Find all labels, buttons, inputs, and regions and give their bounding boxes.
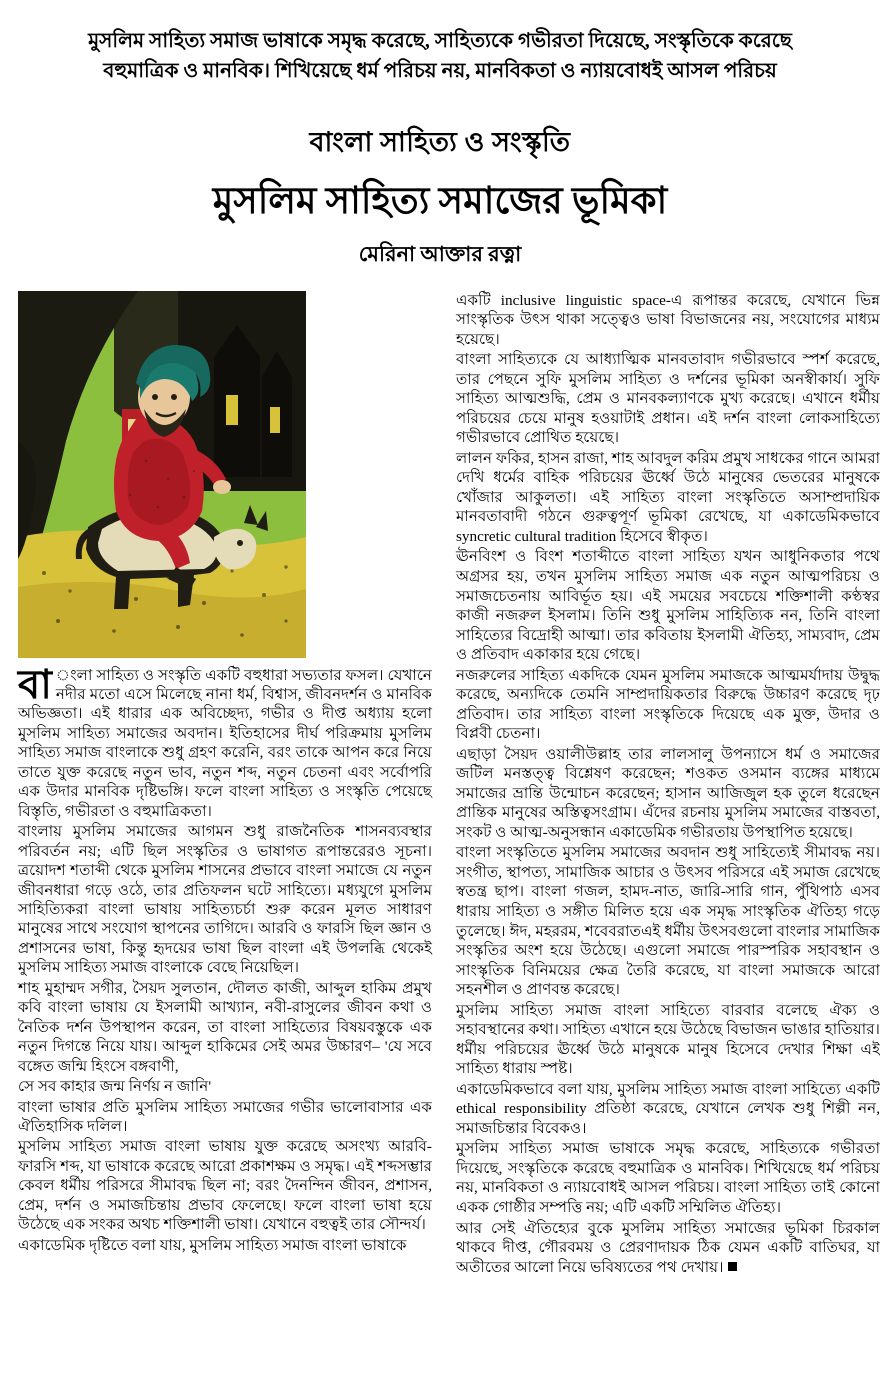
paragraph: বাংলা সংস্কৃতিতে মুসলিম সমাজের অবদান শুধু সাহিত্যেই সীমাবদ্ধ নয়। সংগীত, স্থাপত্য, সামাজিক আচার ও উৎসব পরিসরে এই সমাজ রেখেছে স্বতন্ত্র ছাপ। বাংলা গজল, হামদ-নাত, জারি-সারি গান, পুঁথিপাঠ এসব ধারায় সাহিত্য ও সঙ্গীত মিলিত হয়ে এক সমৃদ্ধ সাংস্কৃতিক ঐতিহ্য গড়ে তুলেছে। ঈদ, মহররম, শবেবরাতএই ধর্মীয় উৎসবগুলো বাংলার সামাজিক সংস্কৃতির অংশ হয়ে উঠেছে। এগুলো সমাজে পারস্পরিক সহাবস্থান ও সাংস্কৃতিক বিনিময়ের ক্ষেত্র তৈরি করেছে, যা বাংলা সমাজকে আরো সহনশীল ও প্রাণবন্ত করেছে। — [456, 844, 880, 999]
paragraph: একাডেমিকভাবে বলা যায়, মুসলিম সাহিত্য সমাজ বাংলা সাহিত্যে একটি ethical responsibility প্রতিষ্ঠা করেছে, যেখানে লেখক শুধু শিল্পী নন, সমাজচিন্তার বিবেকও। — [456, 1080, 880, 1137]
end-mark-icon — [728, 1262, 737, 1271]
article-deck: মুসলিম সাহিত্য সমাজ ভাষাকে সমৃদ্ধ করেছে, সাহিত্যকে গভীরতা দিয়েছে, সংস্কৃতিকে করেছে বহুমাত্রিক ও মানবিক। শিখিয়েছে ধর্ম পরিচয় নয়, মানবিকতা ও ন্যায়বোধই আসল পরিচয় — [88, 30, 792, 82]
paragraph: একাডেমিক দৃষ্টিতে বলা যায়, মুসলিম সাহিত্য সমাজ বাংলা ভাষাকে — [18, 1236, 407, 1254]
paragraph: লালন ফকির, হাসন রাজা, শাহ আবদুল করিম প্রমুখ সাধকের গানে আমরা দেখি ধর্মের বাহিক পরিচয়ের ঊর্ধ্বে উঠে মানুষের ভেতরের মানুষকে খোঁজার আকুলতা। এই সাহিত্য বাংলা সংস্কৃতিতে অসাম্প্রদায়িক মানবতাবাদী গঠনে গুরুত্বপূর্ণ ভূমিকা রেখেছে, যা একাডেমিকভাবে syncretic cultural tradition হিসেবে স্বীকৃত। — [456, 449, 880, 545]
paragraph-text: আর সেই ঐতিহ্যের বুকে মুসলিম সাহিত্য সমাজের ভূমিকা চিরকাল থাকবে দীপ্ত, গৌরবময় ও প্রেরণাদায়ক ঠিক যেমন একটি বাতিঘর, যা অতীতের আলো নিয়ে ভবিষ্যতের পথ দেখায়। — [456, 1219, 880, 1276]
paragraph: বাংলা সাহিত্যকে যে আধ্যাত্মিক মানবতাবাদ গভীরভাবে স্পর্শ করেছে, তার পেছনে সুফি মুসলিম সাহিত্য ও দর্শনের ভূমিকা অনস্বীকার্য। সুফি সাহিত্য আত্মশুদ্ধি, প্রেম ও মানবকল্যাণকে মুখ্য করেছে। এখানে ধর্মীয় পরিচয়ের চেয়ে মানুষ হওয়াটাই প্রধান। এই দর্শন বাংলা লোকসাহিত্যে গভীরভাবে প্রোথিত হয়েছে। — [456, 351, 880, 447]
paragraph: মুসলিম সাহিত্য সমাজ ভাষাকে সমৃদ্ধ করেছে, সাহিত্যকে গভীরতা দিয়েছে, সংস্কৃতিকে করেছে বহুমাত্রিক ও মানবিক। শিখিয়েছে ধর্ম পরিচয় নয়, মানবিকতা ও ন্যায়বোধই আসল পরিচয়। বাংলা সাহিত্য তাই কোনো একক গোষ্ঠীর সম্পত্তি নয়; এটি একটি সম্মিলিত ঐতিহ্য। — [456, 1140, 880, 1216]
paragraph-final — [456, 1219, 880, 1278]
article-kicker: বাংলা সাহিত্য ও সংস্কৃতি — [309, 127, 571, 157]
paragraph: মুসলিম সাহিত্য সমাজ বাংলা ভাষায় যুক্ত করেছে অসংখ্য আরবি-ফারসি শব্দ, যা ভাষাকে করেছে আরো প্রকাশক্ষম ও সমৃদ্ধ। এই শব্দসম্ভার কেবল ধর্মীয় পরিসরে সীমাবদ্ধ ছিল না; বরং দৈনন্দিন জীবন, প্রশাসন, প্রেম, দর্শন ও সমাজচিন্তায় প্রভাব ফেলেছে। ফলে বাংলা ভাষা হয়ে উঠেছে এক সংকর অথচ শক্তিশালী ভাষা। যেখানে বহুত্বই তার সৌন্দর্য। — [18, 1138, 432, 1234]
right-column — [456, 291, 880, 1279]
article-byline: মেরিনা আক্তার রত্না — [358, 241, 522, 266]
paragraph: বাংলা ভাষার প্রতি মুসলিম সাহিত্য সমাজের গভীর ভালোবাসার এক ঐতিহাসিক দলিল। — [18, 1098, 432, 1135]
paragraph: নজরুলের সাহিত্য একদিকে যেমন মুসলিম সমাজকে আত্মমর্যাদায় উদ্বুদ্ধ করেছে, অন্যদিকে তেমনি সাম্প্রদায়িকতার বিরুদ্ধে উচ্চারণ করেছে দৃঢ় প্রতিবাদ। তার সাহিত্য বাংলা সংস্কৃতিকে দিয়েছে এক মুক্ত, উদার ও বিপ্লবী চেতনা। — [456, 666, 880, 743]
quote-line: সে সব কাহার জন্ম নির্ণয় ন জানি' — [18, 1078, 212, 1096]
folk-painting-rider-on-donkey — [18, 291, 306, 658]
paragraph: শাহ মুহাম্মদ সগীর, সৈয়দ সুলতান, দৌলত কাজী, আব্দুল হাকিম প্রমুখ কবি বাংলা ভাষায় যে ইসলামী আখ্যান, নবী-রাসুলের জীবন কথা ও নৈতিক দর্শন উপস্থাপন করেন, তা বাংলা সাহিত্যের বিষয়বস্তুকে এক নতুন দিগন্তে নিয়ে যায়। আব্দুল হাকিমের সেই অমর উচ্চারণ– 'যে সবে বঙ্গেত জন্মি হিংসে বঙ্গবাণী, — [18, 979, 432, 1075]
paragraph: একটি inclusive linguistic space-এ রূপান্তর করেছে, যেখানে ভিন্ন সাংস্কৃতিক উৎস থাকা সত্ত্বেও ভাষা বিভাজনের নয়, সংযোগের মাধ্যম হয়েছে। — [456, 291, 880, 348]
paragraph: ঊনবিংশ ও বিংশ শতাব্দীতে বাংলা সাহিত্য যখন আধুনিকতার পথে অগ্রসর হয়, তখন মুসলিম সাহিত্য সমাজ এক নতুন আত্মপরিচয় ও সমাজচেতনায় আবির্ভূত হয়। এই সময়ের সবচেয়ে শক্তিশালী কণ্ঠস্বর কাজী নজরুল ইসলাম। তিনি শুধু মুসলিম সাহিত্যিক নন, তিনি বাংলা সাহিত্যের বিদ্রোহী আত্মা। তার কবিতায় ইসলামী ঐতিহ্য, সাম্যবাদ, প্রেম ও প্রতিবাদ একাকার হয়ে গেছে। — [456, 548, 880, 664]
left-column — [18, 291, 432, 1257]
paragraph — [18, 661, 432, 822]
paragraph: এছাড়া সৈয়দ ওয়ালীউল্লাহ তার লালসালু উপন্যাসে ধর্ম ও সমাজের জটিল মনস্তত্ত্ব বিশ্লেষণ করেছেন; শওকত ওসমান ব্যঙ্গের মাধ্যমে সমাজের ভ্রান্তি উন্মোচন করেছেন; হাসান আজিজুল হক তুলে ধরেছেন প্রান্তিক মানুষের অস্তিত্বসংগ্রাম। এঁদের রচনায় মুসলিম সমাজের বাস্তবতা, সংকট ও আত্ম-অনুসন্ধান একাডেমিক গভীরতায় উপস্থাপিত হয়েছে। — [456, 745, 880, 841]
page-title: মুসলিম সাহিত্য সমাজের ভূমিকা — [212, 181, 668, 222]
paragraph-text: ংলা সাহিত্য ও সংস্কৃতি একটি বহুধারা সভ্যতার ফসল। যেখানে নদীর মতো এসে মিলেছে নানা ধর্ম, বিশ্বাস, জীবনদর্শন ও মানবিক অভিজ্ঞতা। এই ধারার এক অবিচ্ছেদ্য, গভীর ও দীপ্ত অধ্যায় হলো মুসলিম সাহিত্য সমাজের অবদান। ইতিহাসের দীর্ঘ পরিক্রমায় মুসলিম সাহিত্য সমাজ বাংলাকে শুধু গ্রহণ করেনি, বরং তাকে আপন করে নিয়ে তাতে যুক্ত করেছে নতুন ভাব, নতুন শব্দ, নতুন চেতনা এবং সর্বোপরি এক উদার মানবিক দৃষ্টিভঙ্গি। ফলে বাংলা সাহিত্য ও সংস্কৃতি পেয়েছে বিস্তৃতি, গভীরতা ও বহুমাত্রিকতা। — [18, 666, 432, 820]
paragraph: মুসলিম সাহিত্য সমাজ বাংলা সাহিত্যে বারবার বলেছে ঐক্য ও সহাবস্থানের কথা। সাহিত্য এখানে হয়ে উঠেছে বিভাজন ভাঙার হাতিয়ার। ধর্মীয় পরিচয়ের ঊর্ধ্বে উঠে মানুষকে মানুষ হিসেবে দেখার শিক্ষা এই সাহিত্য ধারায় স্পষ্ট। — [456, 1001, 880, 1078]
article-page — [0, 26, 880, 1381]
drop-cap: বা — [18, 661, 52, 707]
paragraph: বাংলায় মুসলিম সমাজের আগমন শুধু রাজনৈতিক শাসনব্যবস্থার পরিবর্তন নয়; এটি ছিল সংস্কৃতির ও ভাষাগত রূপান্তরেরও সূচনা। ত্রয়োদশ শতাব্দী থেকে মুসলিম শাসনের প্রভাবে বাংলা সমাজে যে নতুন জীবনধারা গড়ে ওঠে, তার প্রতিফলন ঘটে সাহিত্যে। মধ্যযুগে মুসলিম সাহিত্যিকরা বাংলা ভাষায় সাহিত্যচর্চা শুরু করেন মূলত সাধারণ মানুষের সাথে সংযোগ স্থাপনের তাগিদে। আরবি ও ফারসি ছিল জ্ঞান ও প্রশাসনের ভাষা, কিন্তু হৃদয়ের ভাষা ছিল বাংলা এই উপলব্ধি থেকেই মুসলিম সাহিত্য সমাজ বাংলাকে বেছে নিয়েছিল। — [18, 823, 432, 977]
